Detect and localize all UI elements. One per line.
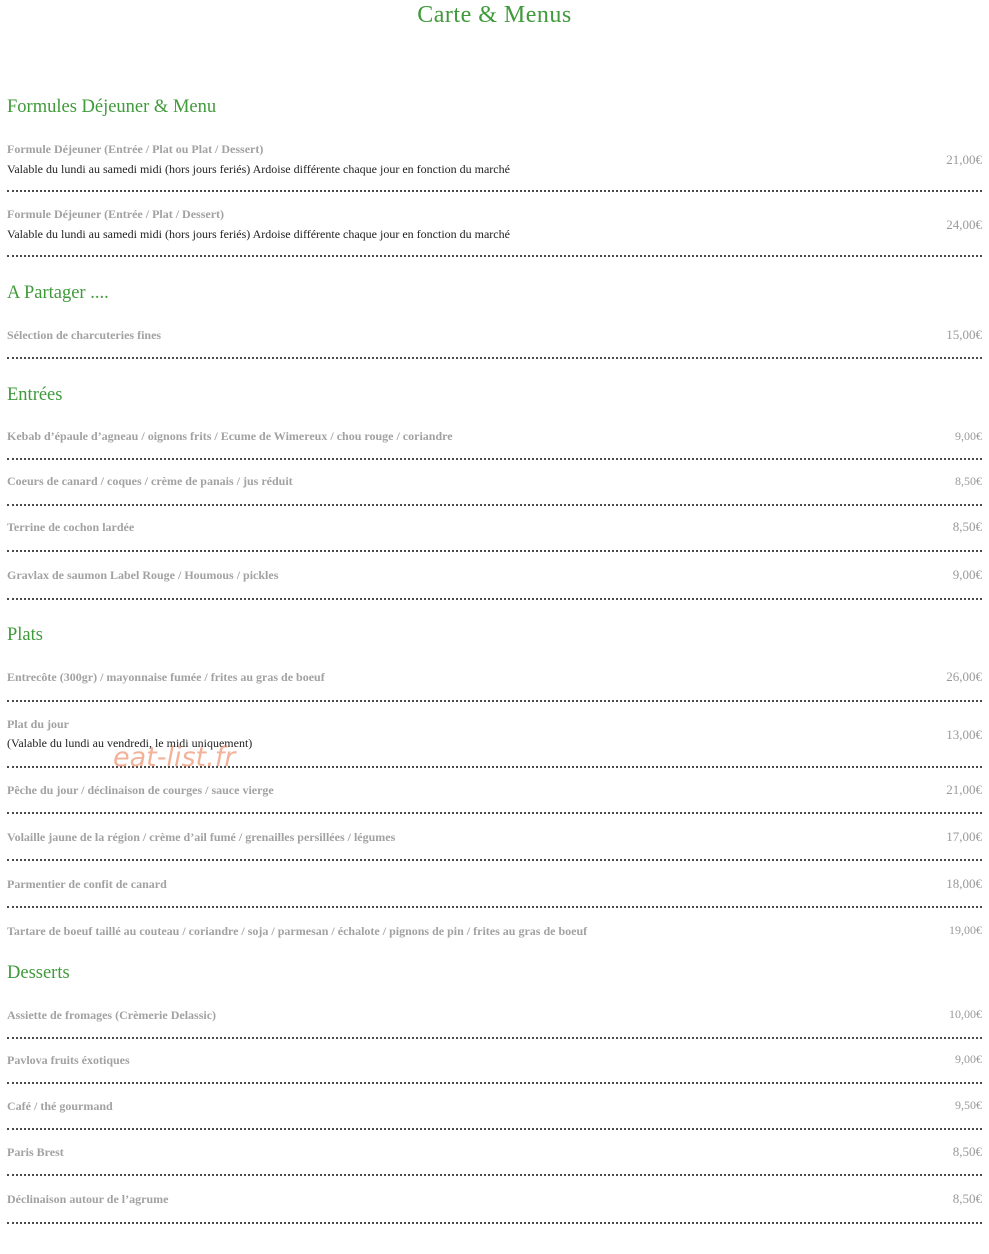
item-price: 8,50€ <box>952 1191 982 1206</box>
item-description: (Valable du lundi au vendredi, le midi uniquement) <box>7 736 253 750</box>
menu-item <box>7 1188 982 1224</box>
item-price: 15,00€ <box>946 327 982 342</box>
menu-item <box>7 666 982 702</box>
item-name: Entrecôte (300gr) / mayonnaise fumée / frites au gras de boeuf <box>7 670 325 684</box>
section-formules <box>7 96 982 118</box>
page-title: Carte & Menus <box>417 2 572 28</box>
item-name: Pavlova fruits éxotiques <box>7 1053 130 1067</box>
menu-item <box>7 1049 982 1084</box>
item-name: Coeurs de canard / coques / crème de panais / jus réduit <box>7 474 293 488</box>
menu-item <box>7 138 982 192</box>
menu-item <box>7 324 982 359</box>
menu-item <box>7 1004 982 1039</box>
item-name: Gravlax de saumon Label Rouge / Houmous / pickles <box>7 568 279 582</box>
item-name: Tartare de boeuf taillé au couteau / coriandre / soja / parmesan / échalote / pignons de pin / frites au gras de boeuf <box>7 924 588 938</box>
menu-item <box>7 779 982 814</box>
item-price: 24,00€ <box>946 217 982 232</box>
item-name: Formule Déjeuner (Entrée / Plat / Dessert) <box>7 207 225 221</box>
item-price: 21,00€ <box>946 782 982 797</box>
item-name: Paris Brest <box>7 1145 64 1159</box>
item-name: Terrine de cochon lardée <box>7 520 135 534</box>
item-name: Assiette de fromages (Crèmerie Delassic) <box>7 1008 217 1022</box>
item-price: 10,00€ <box>949 1007 982 1021</box>
item-name: Pêche du jour / déclinaison de courges / sauce vierge <box>7 783 274 797</box>
menu-item <box>7 203 982 257</box>
menu-item <box>7 826 982 861</box>
menu-item <box>7 426 982 460</box>
menu-item <box>7 517 982 552</box>
item-price: 19,00€ <box>949 923 982 937</box>
item-name: Formule Déjeuner (Entrée / Plat ou Plat / Dessert) <box>7 142 264 156</box>
item-price: 9,00€ <box>955 429 982 443</box>
menu-item <box>7 1095 982 1130</box>
item-price: 26,00€ <box>946 669 982 684</box>
item-price: 21,00€ <box>946 152 982 167</box>
item-price: 18,00€ <box>946 876 982 891</box>
section-title: Formules Déjeuner & Menu <box>7 97 217 117</box>
item-description: Valable du lundi au samedi midi (hors jours feriés) Ardoise différente chaque jour en fonction du marché <box>7 162 510 176</box>
section-title: Plats <box>7 625 43 645</box>
item-price: 8,50€ <box>952 519 982 534</box>
item-name: Parmentier de confit de canard <box>7 877 167 891</box>
menu-item <box>7 873 982 908</box>
item-price: 13,00€ <box>946 727 982 742</box>
section-entrees <box>7 384 982 406</box>
item-price: 8,50€ <box>955 474 982 488</box>
item-name: Café / thé gourmand <box>7 1099 113 1113</box>
item-price: 9,00€ <box>955 1052 982 1066</box>
section-title: Desserts <box>7 963 70 983</box>
menu-item <box>7 920 982 950</box>
item-price: 8,50€ <box>952 1144 982 1159</box>
item-name: Plat du jour <box>7 717 70 731</box>
menu-item <box>7 1141 982 1176</box>
item-price: 17,00€ <box>946 829 982 844</box>
watermark-text: eat-list.fr <box>113 742 236 773</box>
section-title: Entrées <box>7 385 63 405</box>
item-price: 9,50€ <box>955 1098 982 1112</box>
menu-item <box>7 564 982 600</box>
section-a-partager <box>7 282 982 304</box>
item-name: Sélection de charcuteries fines <box>7 328 162 342</box>
menu-item <box>7 471 982 506</box>
section-title: A Partager .... <box>7 283 109 303</box>
section-desserts <box>7 962 982 984</box>
item-price: 9,00€ <box>952 567 982 582</box>
item-name: Kebab d’épaule d’agneau / oignons frits / Ecume de Wimereux / chou rouge / coriandre <box>7 429 453 443</box>
item-name: Déclinaison autour de l’agrume <box>7 1192 169 1206</box>
section-plats <box>7 624 982 646</box>
item-name: Volaille jaune de la région / crème d’ail fumé / grenailles persillées / légumes <box>7 830 396 844</box>
item-description: Valable du lundi au samedi midi (hors jours feriés) Ardoise différente chaque jour en fonction du marché <box>7 227 510 241</box>
